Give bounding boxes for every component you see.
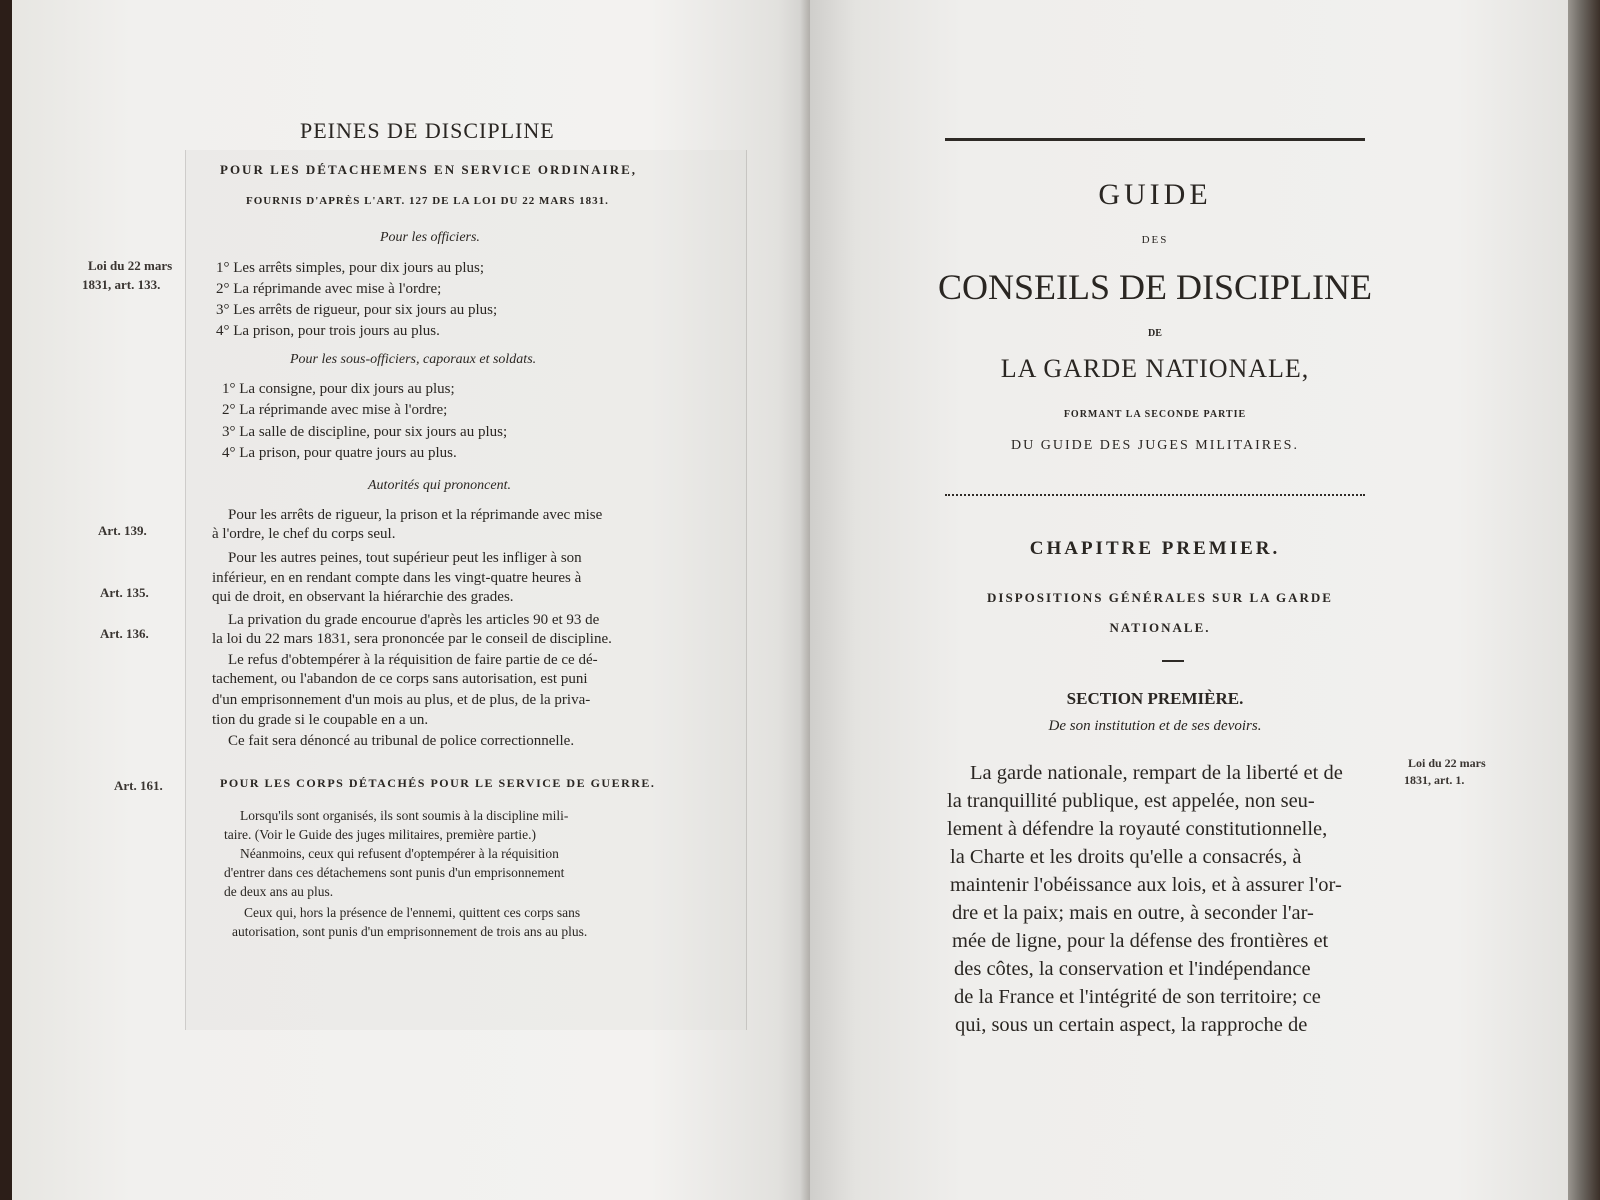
- authorities-line: tachement, ou l'abandon de ce corps sans autorisation, est puni: [212, 671, 588, 687]
- ncos-item: 3° La salle de discipline, pour six jours au plus;: [222, 424, 508, 440]
- margin-note-art-161: Art. 161.: [114, 778, 163, 793]
- body-line: mée de ligne, pour la défense des frontières et: [952, 930, 1329, 952]
- title-garde-nationale: LA GARDE NATIONALE,: [1000, 354, 1310, 383]
- ncos-heading: Pour les sous-officiers, caporaux et soldats.: [290, 352, 537, 367]
- body-line: lement à défendre la royauté constitutionnelle,: [947, 818, 1328, 840]
- title-des: DES: [1141, 234, 1169, 246]
- body-line: de la France et l'intégrité de son territoire; ce: [954, 986, 1321, 1008]
- war-heading: POUR LES CORPS DÉTACHÉS POUR LE SERVICE DE GUERRE.: [220, 776, 656, 790]
- ncos-item: 2° La réprimande avec mise à l'ordre;: [222, 402, 448, 418]
- margin-note-loi-line2: 1831, art. 133.: [82, 277, 161, 292]
- war-line: Lorsqu'ils sont organisés, ils sont soumis à la discipline mili-: [240, 808, 569, 823]
- authorities-line: Pour les autres peines, tout supérieur peut les infliger à son: [228, 550, 582, 566]
- officers-item: 3° Les arrêts de rigueur, pour six jours au plus;: [216, 302, 498, 318]
- authorities-line: la loi du 22 mars 1831, sera prononcée par le conseil de discipline.: [212, 631, 612, 647]
- left-page-title: PEINES DE DISCIPLINE: [300, 118, 555, 143]
- dotted-rule: [945, 494, 1365, 496]
- war-line: de deux ans au plus.: [224, 884, 334, 899]
- ncos-item: 1° La consigne, pour dix jours au plus;: [222, 381, 455, 397]
- authorities-line: La privation du grade encourue d'après les articles 90 et 93 de: [228, 612, 600, 628]
- officers-item: 1° Les arrêts simples, pour dix jours au plus;: [216, 260, 485, 276]
- title-de: DE: [1148, 328, 1162, 339]
- authorities-line: inférieur, en en rendant compte dans les vingt-quatre heures à: [212, 570, 582, 586]
- chapter-subtitle: DISPOSITIONS GÉNÉRALES SUR LA GARDE NATIONALE.: [987, 590, 1333, 635]
- war-line: d'entrer dans ces détachemens sont punis d'un emprisonnement: [224, 865, 565, 880]
- authorities-line: Le refus d'obtempérer à la réquisition de faire partie de ce dé-: [228, 652, 598, 668]
- section-subtitle: De son institution et de ses devoirs.: [1048, 718, 1262, 734]
- authorities-line: tion du grade si le coupable en a un.: [212, 712, 429, 728]
- war-line: Ceux qui, hors la présence de l'ennemi, quittent ces corps sans: [244, 905, 581, 920]
- ncos-item: 4° La prison, pour quatre jours au plus.: [222, 445, 457, 461]
- officers-item: 2° La réprimande avec mise à l'ordre;: [216, 281, 442, 297]
- authorities-line: qui de droit, en observant la hiérarchie des grades.: [212, 589, 514, 605]
- body-line: La garde nationale, rempart de la liberté et de: [970, 762, 1343, 784]
- subtitle-formant: FORMANT LA SECONDE PARTIE: [1063, 409, 1247, 420]
- war-line: taire. (Voir le Guide des juges militaires, première partie.): [224, 827, 537, 842]
- authorities-line: à l'ordre, le chef du corps seul.: [212, 526, 396, 542]
- body-line: dre et la paix; mais en outre, à seconder l'ar-: [952, 902, 1314, 924]
- right-margin-note-line1: Loi du 22 mars: [1408, 756, 1486, 770]
- officers-item: 4° La prison, pour trois jours au plus.: [216, 323, 440, 339]
- body-line: la Charte et les droits qu'elle a consacrés, à: [950, 846, 1302, 868]
- margin-note-art-139: Art. 139.: [98, 523, 147, 538]
- authorities-line: d'un emprisonnement d'un mois au plus, et de plus, de la priva-: [212, 692, 591, 708]
- margin-note-art-135: Art. 135.: [100, 585, 149, 600]
- left-page-source: FOURNIS D'APRÈS L'ART. 127 DE LA LOI DU 22 MARS 1831.: [246, 195, 609, 207]
- section-divider: [1162, 660, 1184, 662]
- war-line: Néanmoins, ceux qui refusent d'optempérer à la réquisition: [240, 846, 559, 861]
- war-line: autorisation, sont punis d'un emprisonnement de trois ans au plus.: [232, 924, 588, 939]
- subtitle-guide-juges: DU GUIDE DES JUGES MILITAIRES.: [1011, 438, 1299, 453]
- title-conseils: CONSEILS DE DISCIPLINE: [937, 267, 1372, 307]
- authorities-line: Ce fait sera dénoncé au tribunal de police correctionnelle.: [228, 733, 575, 749]
- page-edges: [1568, 0, 1600, 1200]
- margin-note-loi-line1: Loi du 22 mars: [88, 258, 173, 273]
- chapter-heading: CHAPITRE PREMIER.: [1029, 538, 1281, 559]
- margin-note-art-136: Art. 136.: [100, 626, 149, 641]
- section-heading: SECTION PREMIÈRE.: [1066, 689, 1244, 708]
- body-line: des côtes, la conservation et l'indépendance: [954, 958, 1311, 980]
- authorities-line: Pour les arrêts de rigueur, la prison et la réprimande avec mise: [228, 507, 603, 523]
- body-line: la tranquillité publique, est appelée, non seu-: [947, 790, 1315, 812]
- officers-heading: Pour les officiers.: [380, 230, 480, 245]
- body-line: maintenir l'obéissance aux lois, et à assurer l'or-: [950, 874, 1342, 896]
- left-page-subtitle: POUR LES DÉTACHEMENS EN SERVICE ORDINAIRE,: [220, 162, 638, 177]
- authorities-heading: Autorités qui prononcent.: [368, 478, 511, 493]
- right-margin-note-line2: 1831, art. 1.: [1404, 773, 1465, 787]
- top-rule: [945, 138, 1365, 141]
- body-line: qui, sous un certain aspect, la rapproche de: [955, 1014, 1308, 1036]
- title-guide: GUIDE: [1098, 178, 1212, 211]
